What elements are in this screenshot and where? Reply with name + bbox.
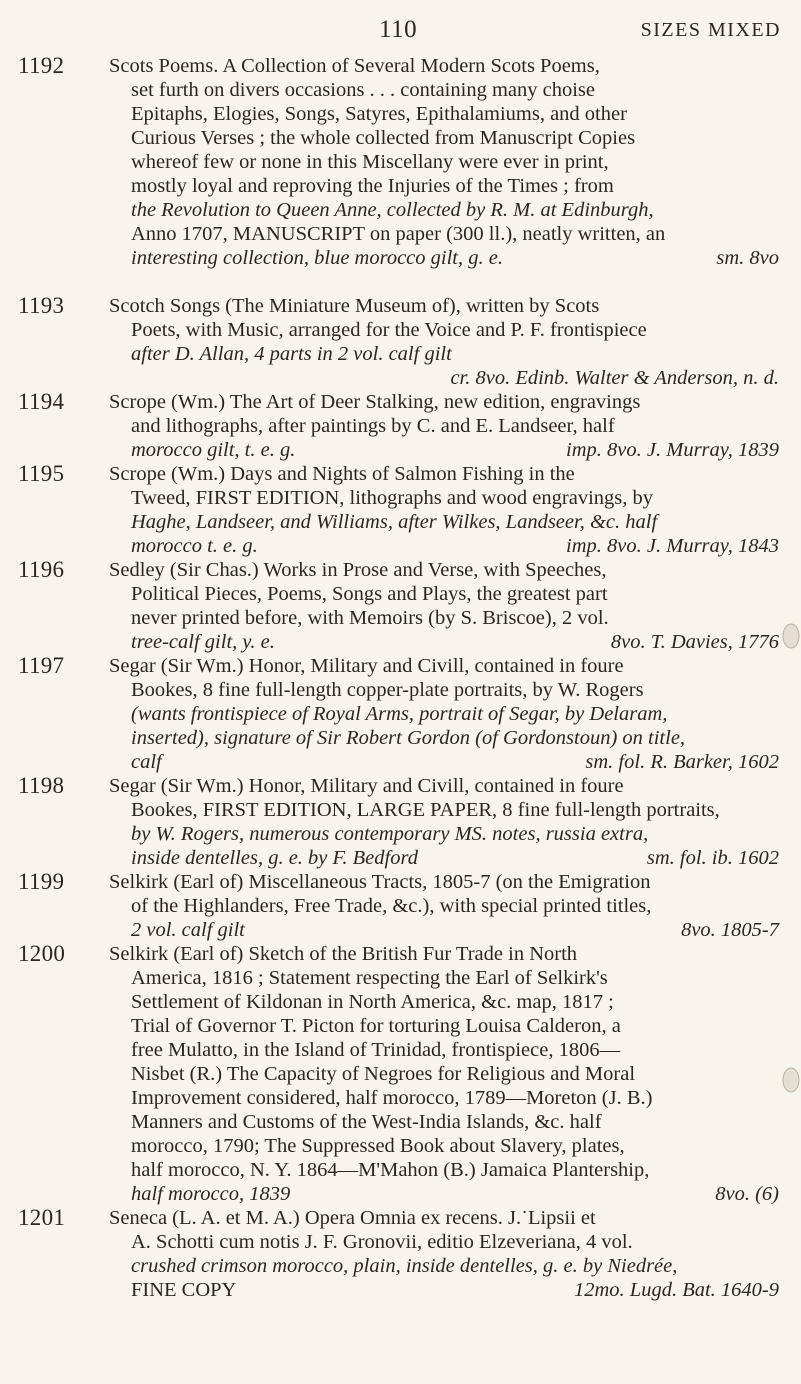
entry-line: Haghe, Landseer, and Williams, after Wilkes, Landseer, &c. half (131, 511, 658, 533)
entry-line: Scots Poems. A Collection of Several Modern Scots Poems, (109, 55, 600, 77)
entry-line: Anno 1707, MANUSCRIPT on paper (300 ll.), neatly written, an (131, 223, 666, 245)
entry-line: never printed before, with Memoirs (by S. Briscoe), 2 vol. (131, 607, 609, 629)
entry-line: Epitaphs, Elogies, Songs, Satyres, Epithalamiums, and other (131, 103, 627, 125)
entry-line: Sedley (Sir Chas.) Works in Prose and Verse, with Speeches, (109, 559, 607, 581)
entry-line: Scrope (Wm.) Days and Nights of Salmon Fishing in the (109, 463, 575, 485)
entry-line: mostly loyal and reproving the Injuries of the Times ; from (131, 175, 614, 197)
lot-number: 1192 (18, 53, 65, 78)
imprint: 8vo. 1805-7 (681, 919, 779, 941)
entry-text (109, 54, 779, 270)
entry-line: after D. Allan, 4 parts in 2 vol. calf gilt (131, 343, 452, 365)
entry-line: whereof few or none in this Miscellany were ever in print, (131, 151, 609, 173)
entry-line: Scrope (Wm.) The Art of Deer Stalking, new edition, engravings (109, 391, 641, 413)
entry-line: Seneca (L. A. et M. A.) Opera Omnia ex recens. J.˙Lipsii et (109, 1207, 596, 1229)
entry-1195 (0, 462, 801, 558)
entry-1199 (0, 870, 801, 942)
entry-1197 (0, 654, 801, 774)
section-title: SIZES MIXED (640, 19, 781, 41)
entry-line: Manners and Customs of the West-India Islands, &c. half (131, 1111, 602, 1133)
entry-line (109, 246, 779, 270)
imprint: imp. 8vo. J. Murray, 1839 (566, 439, 779, 461)
entry-line: Segar (Sir Wm.) Honor, Military and Civill, contained in foure (109, 775, 624, 797)
entry-text (109, 294, 779, 390)
imprint: 12mo. Lugd. Bat. 1640-9 (574, 1279, 779, 1301)
imprint: sm. fol. ib. 1602 (646, 847, 779, 869)
entry-line: Poets, with Music, arranged for the Voice and P. F. frontispiece (131, 319, 647, 341)
entry-line: morocco, 1790; The Suppressed Book about Slavery, plates, (131, 1135, 625, 1157)
entry-line: Selkirk (Earl of) Sketch of the British Fur Trade in North (109, 943, 578, 965)
entry-text (109, 1206, 779, 1302)
entry-line (109, 438, 779, 462)
entry-line (109, 1182, 779, 1206)
entry-line (109, 918, 779, 942)
binding-note: FINE COPY (131, 1279, 237, 1301)
entry-line: Tweed, FIRST EDITION, lithographs and wood engravings, by (131, 487, 653, 509)
lot-number: 1194 (18, 389, 65, 414)
entry-1194 (0, 390, 801, 462)
entry-line: A. Schotti cum notis J. F. Gronovii, editio Elzeveriana, 4 vol. (131, 1231, 633, 1253)
imprint: sm. 8vo (716, 247, 779, 269)
entry-1192 (0, 54, 801, 294)
lot-number: 1201 (18, 1205, 66, 1230)
entry-line: set furth on divers occasions . . . containing many choise (131, 79, 595, 101)
lot-number: 1199 (18, 869, 65, 894)
lot-number: 1197 (18, 653, 65, 678)
entry-text (109, 654, 779, 774)
entry-1201 (0, 1206, 801, 1302)
entry-line (109, 1278, 779, 1302)
running-head (0, 16, 801, 46)
imprint: imp. 8vo. J. Murray, 1843 (566, 535, 779, 557)
lot-number: 1193 (18, 293, 65, 318)
binding-note: 2 vol. calf gilt (131, 919, 245, 941)
binding-note: tree-calf gilt, y. e. (131, 631, 275, 653)
entry-line (109, 534, 779, 558)
entry-1198 (0, 774, 801, 870)
entry-line: America, 1816 ; Statement respecting the Earl of Selkirk's (131, 967, 608, 989)
imprint: 8vo. (6) (715, 1183, 779, 1205)
binding-note: half morocco, 1839 (131, 1183, 291, 1205)
binding-note: calf (131, 751, 162, 773)
binding-note: morocco t. e. g. (131, 535, 258, 557)
binding-note: inside dentelles, g. e. by F. Bedford (131, 847, 418, 869)
entry-1193 (0, 294, 801, 390)
entry-line: Political Pieces, Poems, Songs and Plays, the greatest part (131, 583, 608, 605)
entry-line (109, 750, 779, 774)
entry-list (0, 54, 801, 1302)
entry-line: Nisbet (R.) The Capacity of Negroes for Religious and Moral (131, 1063, 636, 1085)
binding-hole-mark (777, 618, 801, 654)
entry-line: Segar (Sir Wm.) Honor, Military and Civill, contained in foure (109, 655, 624, 677)
binding-note: morocco gilt, t. e. g. (131, 439, 296, 461)
entry-1196 (0, 558, 801, 654)
entry-line (109, 846, 779, 870)
imprint: cr. 8vo. Edinb. Walter & Anderson, n. d. (450, 367, 779, 389)
entry-text (109, 942, 779, 1206)
entry-line: Improvement considered, half morocco, 1789—Moreton (J. B.) (131, 1087, 653, 1109)
entry-text (109, 390, 779, 462)
entry-line: Bookes, FIRST EDITION, LARGE PAPER, 8 fine full-length portraits, (131, 799, 720, 821)
entry-line: inserted), signature of Sir Robert Gordon (of Gordonstoun) on title, (131, 727, 686, 749)
entry-text (109, 870, 779, 942)
entry-line: by W. Rogers, numerous contemporary MS. notes, russia extra, (131, 823, 649, 845)
entry-line: and lithographs, after paintings by C. and E. Landseer, half (131, 415, 615, 437)
lot-number: 1198 (18, 773, 65, 798)
entry-line: Trial of Governor T. Picton for torturing Louisa Calderon, a (131, 1015, 621, 1037)
page-number: 110 (379, 16, 418, 43)
entry-line (109, 630, 779, 654)
entry-line: the Revolution to Queen Anne, collected by R. M. at Edinburgh, (131, 199, 654, 221)
lot-number: 1200 (18, 941, 66, 966)
imprint: 8vo. T. Davies, 1776 (610, 631, 779, 653)
entry-text (109, 462, 779, 558)
binding-hole-mark (777, 1062, 801, 1098)
binding-note: interesting collection, blue morocco gilt, g. e. (131, 247, 503, 269)
entry-line: crushed crimson morocco, plain, inside dentelles, g. e. by Niedrée, (131, 1255, 678, 1277)
entry-1200 (0, 942, 801, 1206)
lot-number: 1196 (18, 557, 65, 582)
entry-line: (wants frontispiece of Royal Arms, portrait of Segar, by Delaram, (131, 703, 668, 725)
entry-text (109, 774, 779, 870)
entry-line: Scotch Songs (The Miniature Museum of), written by Scots (109, 295, 600, 317)
lot-number: 1195 (18, 461, 65, 486)
entry-line: Curious Verses ; the whole collected from Manuscript Copies (131, 127, 636, 149)
entry-line: Settlement of Kildonan in North America, &c. map, 1817 ; (131, 991, 614, 1013)
entry-line: free Mulatto, in the Island of Trinidad, frontispiece, 1806— (131, 1039, 621, 1061)
entry-line: Selkirk (Earl of) Miscellaneous Tracts, 1805-7 (on the Emigration (109, 871, 651, 893)
entry-text (109, 558, 779, 654)
entry-line: half morocco, N. Y. 1864—M'Mahon (B.) Jamaica Plantership, (131, 1159, 650, 1181)
imprint: sm. fol. R. Barker, 1602 (585, 751, 779, 773)
entry-line: Bookes, 8 fine full-length copper-plate portraits, by W. Rogers (131, 679, 644, 701)
entry-line: of the Highlanders, Free Trade, &c.), with special printed titles, (131, 895, 652, 917)
